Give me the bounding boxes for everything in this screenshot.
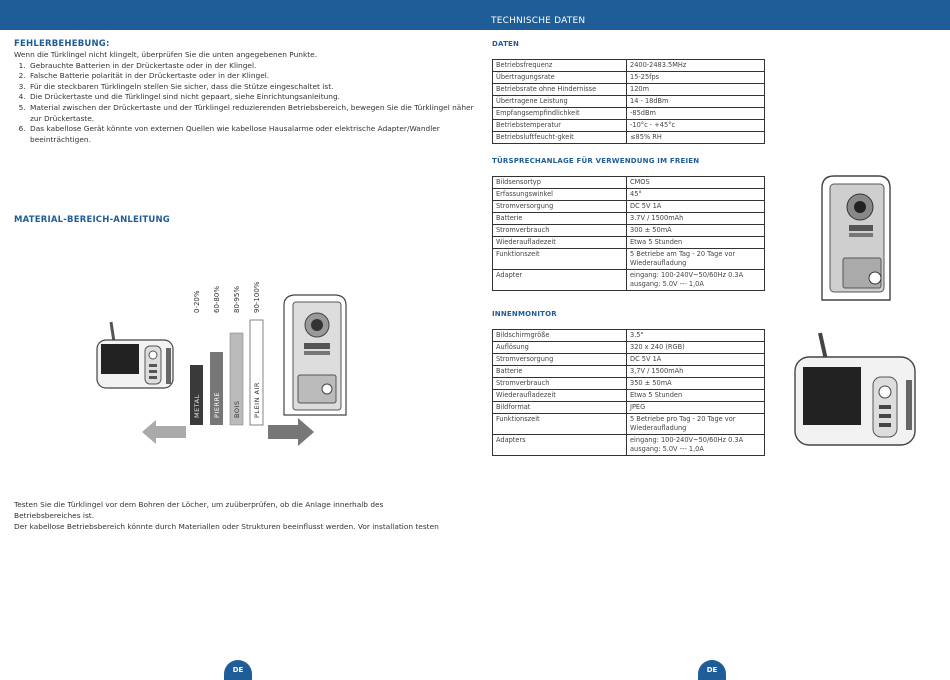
spec-label: Betriebsrate ohne Hindernisse xyxy=(493,84,627,96)
list-item: 3. Für die steckbaren Türklingeln stellen Sie sicher, dass die Stütze eingeschaltet ist. xyxy=(28,82,476,93)
material-title: MATERIAL-BEREICH-ANLEITUNG xyxy=(14,215,170,225)
spec-value: 300 ± 50mA xyxy=(627,225,765,237)
spec-label: Stromversorgung xyxy=(493,201,627,213)
spec-value: 350 ± 50mA xyxy=(627,378,765,390)
indoor-title: INNENMONITOR xyxy=(492,310,557,318)
spec-value: 5 Betriebe am Tag - 20 Tage vor Wiederaufladung xyxy=(627,249,765,270)
spec-label: Bildschirmgröße xyxy=(493,330,627,342)
bottom-text-1: Testen Sie die Türklingel vor dem Bohren der Löcher, um zuüberprüfen, ob die Anlage innerhalb des Betriebsbereiches ist. xyxy=(14,500,384,520)
spec-label: Wiederaufladezeit xyxy=(493,237,627,249)
list-item: 4. Die Drückertaste und die Türklingel sind nicht gepaart, siehe Einrichtungsanleitung. xyxy=(28,92,476,103)
spec-value: DC 5V 1A xyxy=(627,354,765,366)
outdoor-title: TÜRSPRECHANLAGE FÜR VERWENDUNG IM FREIEN xyxy=(492,157,700,165)
spec-value: ≤85% RH xyxy=(627,132,765,144)
spec-label: Betriebsluftfeucht-gkeit xyxy=(493,132,627,144)
spec-label: Stromversorgung xyxy=(493,354,627,366)
page-header-title: TECHNISCHE DATEN xyxy=(491,16,586,26)
spec-value: 320 x 240 (RGB) xyxy=(627,342,765,354)
list-item: 1. Gebrauchte Batterien in der Drückertaste oder in der Klingel. xyxy=(28,61,476,72)
list-item: 5. Material zwischen der Drückertaste und der Türklingel reduzierenden Betriebsbereich, bewegen Sie die Türklingel näher zur Drückertaste. xyxy=(28,103,476,124)
spec-value: 3,7V / 1500mAh xyxy=(627,366,765,378)
spec-label: Batterie xyxy=(493,213,627,225)
spec-value: Etwa 5 Stunden xyxy=(627,237,765,249)
material-percent-1: 60-80% xyxy=(213,286,221,313)
spec-label: Stromverbrauch xyxy=(493,225,627,237)
spec-value: -85dBm xyxy=(627,108,765,120)
spec-label: Funktionszeit xyxy=(493,414,627,435)
spec-label: Bildsensortyp xyxy=(493,177,627,189)
list-item: 6. Das kabellose Gerät könnte von externen Quellen wie kabellose Hausalarme oder elektrische Adapter/Wandler beeinträchtigen. xyxy=(28,124,476,145)
bottom-text-2: Der kabellose Betriebsbereich könnte durch Materiallen oder Strukturen beeinflusst werden. Vor installation testen xyxy=(14,522,439,531)
spec-value: eingang: 100-240V~50/60Hz 0.3A ausgang: 5.0V --- 1,0A xyxy=(627,435,765,456)
material-label-metal: METAL xyxy=(193,394,201,418)
spec-label: Wiederaufladezeit xyxy=(493,390,627,402)
spec-value: 5 Betriebe pro Tag - 20 Tage vor Wiederaufladung xyxy=(627,414,765,435)
spec-value: 2400-2483.5MHz xyxy=(627,60,765,72)
material-percent-3: 90-100% xyxy=(253,281,261,313)
spec-value: -10°c - +45°c xyxy=(627,120,765,132)
material-label-plein-air: PLEIN AIR xyxy=(253,382,261,418)
daten-title: DATEN xyxy=(492,40,520,48)
spec-value: JPEG xyxy=(627,402,765,414)
page-badge-left: DE xyxy=(224,660,252,680)
spec-label: Stromverbrauch xyxy=(493,378,627,390)
spec-label: Bildformat xyxy=(493,402,627,414)
spec-value: 3.7V / 1500mAh xyxy=(627,213,765,225)
spec-label: Betriebsfrequenz xyxy=(493,60,627,72)
spec-label: Adapter xyxy=(493,270,627,291)
material-label-bois: BOIS xyxy=(233,400,241,418)
spec-value: DC 5V 1A xyxy=(627,201,765,213)
material-label-pierre: PIERRE xyxy=(213,391,221,418)
spec-value: eingang: 100-240V~50/60Hz 0.3A ausgang: 5.0V --- 1,0A xyxy=(627,270,765,291)
spec-label: Empfangsempfindlichkeit xyxy=(493,108,627,120)
spec-value: 3.5" xyxy=(627,330,765,342)
spec-label: Erfassungswinkel xyxy=(493,189,627,201)
spec-label: Betriebstemperatur xyxy=(493,120,627,132)
list-item: 2. Falsche Batterie polarität in der Drückertaste oder in der Klingel. xyxy=(28,71,476,82)
spec-label: Auflösung xyxy=(493,342,627,354)
spec-value: 45° xyxy=(627,189,765,201)
spec-value: Etwa 5 Stunden xyxy=(627,390,765,402)
spec-value: 15-25fps xyxy=(627,72,765,84)
spec-value: 120m xyxy=(627,84,765,96)
material-percent-0: 0-20% xyxy=(193,290,201,313)
spec-label: Übertragene Leistung xyxy=(493,96,627,108)
spec-label: Adapters xyxy=(493,435,627,456)
page-badge-right: DE xyxy=(698,660,726,680)
spec-value: 14 - 18dBm xyxy=(627,96,765,108)
troubleshooting-intro: Wenn die Türklingel nicht klingelt, überprüfen Sie die unten angegebenen Punkte. xyxy=(14,50,318,59)
outdoor-unit-photo xyxy=(822,176,890,300)
spec-label: Funktionszeit xyxy=(493,249,627,270)
spec-value: CMOS xyxy=(627,177,765,189)
spec-label: Batterie xyxy=(493,366,627,378)
material-percent-2: 80-95% xyxy=(233,286,241,313)
troubleshooting-title: FEHLERBEHEBUNG: xyxy=(14,39,110,49)
indoor-monitor-photo xyxy=(795,333,915,445)
spec-label: Übertragungsrate xyxy=(493,72,627,84)
